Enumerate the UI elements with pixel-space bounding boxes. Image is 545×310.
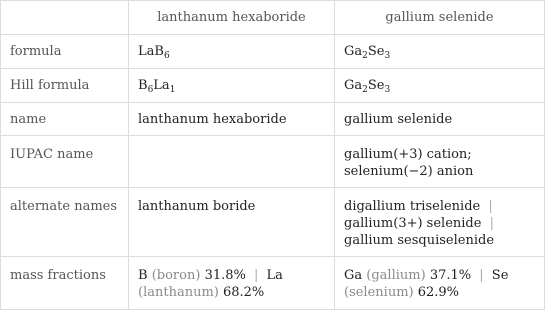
hill-formula-cell [335,69,545,103]
formula-subscript: 6 [163,51,170,61]
separator: | [488,199,493,214]
formula-symbol: La [153,78,170,93]
formula-symbol: Ga [344,44,363,59]
row-label-iupac-name: IUPAC name [1,136,129,188]
formula-symbol: Se [367,78,385,93]
iupac-cell [129,136,335,188]
alternate-name-line: gallium sesquiselenide [344,233,495,248]
formula-subscript: 2 [362,51,368,61]
formula-subscript: 2 [362,85,368,95]
header-row [1,1,545,35]
formula-subscript: 3 [384,85,391,95]
name-cell: lanthanum hexaboride [129,103,335,136]
formula-subscript: 3 [384,51,391,61]
mass-line: (lanthanum) 68.2% [138,285,265,300]
formula-subscript: 1 [169,85,176,95]
separator: | [489,216,494,231]
table-row [1,136,545,188]
iupac-line: selenium(−2) anion [344,164,474,179]
row-label-mass-fractions: mass fractions [1,257,129,310]
header-corner [1,1,129,35]
alternate-name-line: digallium triselenide | [344,198,535,215]
formula-cell [335,35,545,69]
formula-symbol: Ga [344,78,363,93]
formula-symbol: LaB [138,44,164,59]
formula-cell [129,35,335,69]
separator: | [254,268,259,283]
row-label-formula: formula [1,35,129,69]
header-lanthanum-hexaboride: lanthanum hexaboride [129,1,335,35]
iupac-cell [335,136,545,188]
alternate-name-line: gallium(3+) selenide | [344,215,535,232]
table-row [1,69,545,103]
mass-fractions-cell [335,257,545,310]
table-row [1,188,545,257]
hill-formula-cell [129,69,335,103]
formula-symbol: Se [367,44,385,59]
mass-line: (selenium) 62.9% [344,285,460,300]
formula-symbol: B [138,78,148,93]
header-gallium-selenide: gallium selenide [335,1,545,35]
table-row [1,103,545,136]
alternate-names-cell [335,188,545,257]
iupac-line: gallium(+3) cation; [344,147,472,162]
mass-line: B (boron) 31.8% | La [138,268,283,283]
row-label-hill-formula: Hill formula [1,69,129,103]
formula-subscript: 6 [147,85,154,95]
separator: | [479,268,484,283]
table-row [1,257,545,310]
row-label-name: name [1,103,129,136]
name-cell: gallium selenide [335,103,545,136]
row-label-alternate-names: alternate names [1,188,129,257]
mass-line: Ga (gallium) 37.1% | Se [344,268,509,283]
table-row [1,35,545,69]
alternate-names-cell: lanthanum boride [129,188,335,257]
mass-fractions-cell [129,257,335,310]
